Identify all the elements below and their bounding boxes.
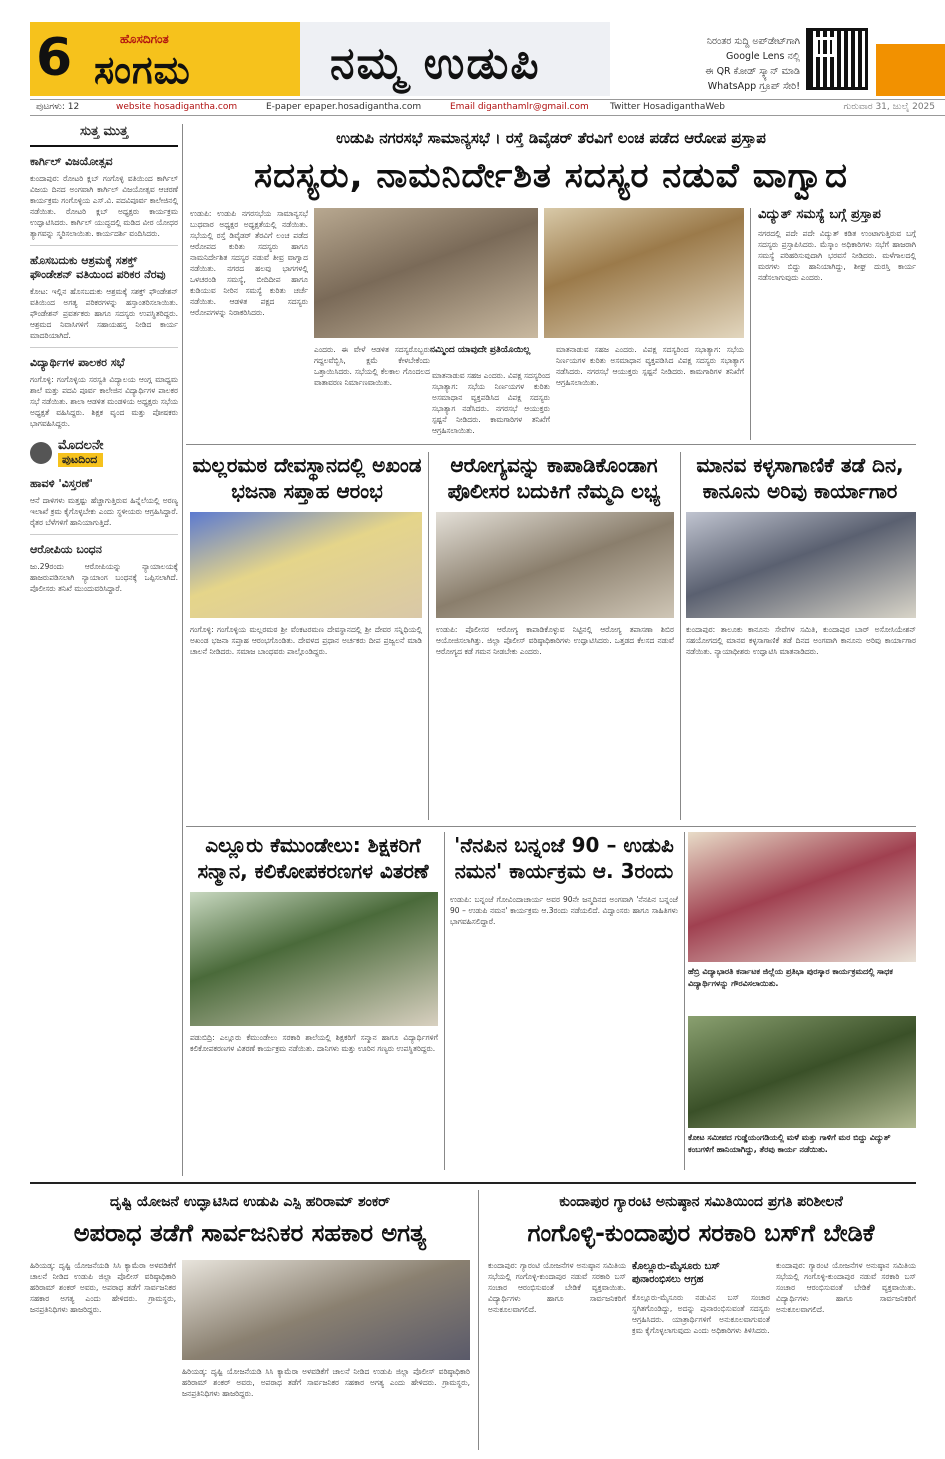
temple-story-body: ಗಂಗೊಳ್ಳಿ: ಗಂಗೊಳ್ಳಿಯ ಮಲ್ಲರಮಠ ಶ್ರೀ ವೆಂಕಟರಮಣ ದೇವಸ್ಥಾನದಲ್ಲಿ ಶ್ರೀ ದೇವರ ಸನ್ನಿಧಿಯಲ್ಲಿ ಅಖಂಡ ಭಜನಾ ಸಪ್ತಾಹ ಆರಂಭಗೊಂಡಿತು. ದೇವಳದ ಪ್ರಧಾನ ಅರ್ಚಕರು ದೀಪ ಪ್ರಜ್ವಲನೆ ಮಾಡಿ ಚಾಲನೆ ನೀಡಿದರು. ಸಮಾಜ ಬಾಂಧವರು ಪಾಲ್ಗೊಂಡಿದ್ದರು.: [190, 625, 422, 656]
pen-icon: [30, 442, 52, 464]
temple-bhajan-photo: [190, 512, 422, 618]
sidebar-item-body: ಜು.29ರಂದು ಆರೋಪಿಯನ್ನು ನ್ಯಾಯಾಲಯಕ್ಕೆ ಹಾಜರುಪಡಿಸಲಾಗಿ ನ್ಯಾಯಾಂಗ ಬಂಧನಕ್ಕೆ ಒಪ್ಪಿಸಲಾಗಿದೆ. ಪೊಲೀಸರು ತನಿಖೆ ಮುಂದುವರಿಸಿದ್ದಾರೆ.: [30, 562, 178, 593]
side-story-title: ವಿದ್ಯುತ್ ಸಮಸ್ಯೆ ಬಗ್ಗೆ ಪ್ರಸ್ತಾಪ: [758, 207, 881, 222]
award-ceremony-photo: [688, 832, 916, 962]
column-rule: [750, 208, 751, 440]
top-story-headline: ಸದಸ್ಯರು, ನಾಮನಿರ್ದೇಶಿತ ಸದಸ್ಯರ ನಡುವೆ ವಾಗ್ವಾದ: [254, 156, 848, 196]
council-members-photo: [544, 208, 744, 338]
column-rule: [680, 452, 681, 820]
sidebar-header: ಸುತ್ತ ಮುತ್ತ: [30, 124, 178, 147]
page-count: ಪುಟಗಳು: 12: [36, 102, 80, 112]
promo-line: ನಿರಂತರ ಸುದ್ದಿ ಅಪ್‌ಡೇಟ್‌ಗಾಗಿ: [706, 36, 800, 47]
temple-story-headline: ಮಲ್ಲರಮಠ ದೇವಸ್ಥಾನದಲ್ಲಿ ಅಖಂಡ ಭಜನಾ ಸಪ್ತಾಹ ಆರಂಭ: [192, 453, 422, 503]
section-name: ಸಂಗಮ: [94, 48, 191, 92]
divider: [30, 347, 178, 348]
section-rule: [186, 826, 916, 827]
top-story-column: ಮಾತನಾಡುವ ಸಹಜ ಎಂದರು. ವಿಪಕ್ಷ ಸದಸ್ಯರಿಂದ ಸಭಾತ್ಯಾಗ: ಸಭೆಯ ನಿರ್ಣಯಗಳ ಕುರಿತು ಅಸಮಾಧಾನ ವ್ಯಕ್ತಪಡಿಸಿದ ವಿಪಕ್ಷ ಸದಸ್ಯರು ಸಭಾತ್ಯಾಗ ನಡೆಸಿದರು. ನಗರಸಭೆ ಆಯುಕ್ತರು ಸ್ಪಷ್ಟನೆ ನೀಡಿದರು. ಕಾಮಗಾರಿಗಳ ತನಿಖೆಗೆ ಆಗ್ರಹಿಸಲಾಯಿತು.: [556, 345, 744, 387]
promo-line: Google Lens ನಲ್ಲಿ: [726, 51, 800, 62]
section-rule: [30, 1182, 916, 1184]
ellur-story-headline: ಎಲ್ಲೂರು ಕೆಮುಂಡೇಲು: ಶಿಕ್ಷಕರಿಗೆ ಸನ್ಮಾನ, ಕಲಿಕೋಪಕರಣಗಳ ವಿತರಣೆ: [197, 833, 429, 883]
award-photo-caption: ಹೆಬ್ರಿ ವಿದ್ಯಾಭಾರತಿ ಕರ್ನಾಟಕ ಜಿಲ್ಲೆಯ ಪ್ರತಿಭಾ ಪುರಸ್ಕಾರ ಕಾರ್ಯಕ್ರಮದಲ್ಲಿ ಸಾಧಕ ವಿದ್ಯಾರ್ಥಿಗಳನ್ನು ಗೌರವಿಸಲಾಯಿತು.: [688, 967, 893, 988]
sidebar-item-body: ಕೋಟ: ಇಲ್ಲಿನ ಹೊಸಬದುಕು ಆಶ್ರಮಕ್ಕೆ ಸಶಕ್ತ್ ಫೌಂಡೇಶನ್ ವತಿಯಿಂದ ಅಗತ್ಯ ಪರಿಕರಗಳನ್ನು ಹಸ್ತಾಂತರಿಸಲಾಯಿತು. ಫೌಂಡೇಶನ್ ಪ್ರವರ್ತಕರು ಹಾಗೂ ಸದಸ್ಯರು ಉಪಸ್ಥಿತರಿದ್ದರು. ಆಶ್ರಮದ ನಿವಾಸಿಗಳಿಗೆ ಸಹಾಯಹಸ್ತ ನೀಡಿದ ಕಾರ್ಯ ಮಾದರಿಯಾಗಿದೆ.: [30, 287, 178, 340]
sp-story-body: ಹಿರಿಯಡ್ಕ: ದೃಷ್ಟಿ ಯೋಜನೆಯಡಿ ಸಿಸಿ ಕ್ಯಾಮೆರಾ ಅಳವಡಿಕೆಗೆ ಚಾಲನೆ ನೀಡಿದ ಉಡುಪಿ ಜಿಲ್ಲಾ ಪೊಲೀಸ್ ವರಿಷ್ಠಾಧಿಕಾರಿ ಹರಿರಾಮ್ ಶಂಕರ್ ಅವರು, ಅಪರಾಧ ತಡೆಗೆ ಸಾರ್ವಜನಿಕರ ಸಹಕಾರ ಅಗತ್ಯ ಎಂದು ಹೇಳಿದರು. ಗ್ರಾಮಸ್ಥರು, ಜನಪ್ರತಿನಿಧಿಗಳು ಹಾಜರಿದ್ದರು.: [30, 1261, 176, 1314]
info-bar: [30, 99, 945, 116]
page-title: ನಮ್ಮ ಉಡುಪಿ: [330, 38, 541, 89]
masthead: [0, 0, 945, 104]
law-story-headline: ಮಾನವ ಕಳ್ಳಸಾಗಾಣಿಕೆ ತಡೆ ದಿನ, ಕಾನೂನು ಅರಿವು ಕಾರ್ಯಾಗಾರ: [696, 453, 904, 503]
continued-from-front-badge: [30, 439, 178, 467]
law-story-body: ಕುಂದಾಪುರ: ತಾಲೂಕು ಕಾನೂನು ಸೇವೆಗಳ ಸಮಿತಿ, ಕುಂದಾಪುರ ಬಾರ್ ಅಸೋಸಿಯೇಶನ್ ಸಹಯೋಗದಲ್ಲಿ ಮಾನವ ಕಳ್ಳಸಾಗಾಣಿಕೆ ತಡೆ ದಿನದ ಅಂಗವಾಗಿ ಕಾನೂನು ಅರಿವು ಕಾರ್ಯಾಗಾರ ನಡೆಯಿತು. ನ್ಯಾಯಾಧೀಶರು ಉದ್ಘಾಟಿಸಿ ಮಾತನಾಡಿದರು.: [686, 625, 916, 656]
police-health-camp-photo: [436, 512, 674, 618]
police-story-body: ಉಡುಪಿ: ಪೊಲೀಸರ ಆರೋಗ್ಯ ಕಾಪಾಡಿಕೊಳ್ಳುವ ನಿಟ್ಟಿನಲ್ಲಿ ಆರೋಗ್ಯ ತಪಾಸಣಾ ಶಿಬಿರ ಆಯೋಜಿಸಲಾಗಿತ್ತು. ಜಿಲ್ಲಾ ಪೊಲೀಸ್ ವರಿಷ್ಠಾಧಿಕಾರಿಗಳು ಉದ್ಘಾಟಿಸಿದರು. ಒತ್ತಡದ ಕೆಲಸದ ನಡುವೆ ಆರೋಗ್ಯದ ಕಡೆ ಗಮನ ನೀಡಬೇಕು ಎಂದರು.: [436, 625, 674, 656]
fallen-tree-caption: ಕೋಟ ಸಮೀಪದ ಗುಡ್ಡೆಯಂಗಡಿಯಲ್ಲಿ ಮಳೆ ಮತ್ತು ಗಾಳಿಗೆ ಮರ ಬಿದ್ದು ವಿದ್ಯುತ್ ಕಂಬಗಳಿಗೆ ಹಾನಿಯಾಗಿದ್ದು, ತೆರವು ಕಾರ್ಯ ನಡೆಯಿತು.: [688, 1133, 891, 1154]
bannanje-story-headline: 'ನೆನಪಿನ ಬನ್ನಂಜೆ 90 – ಉಡುಪಿ ನಮನ' ಕಾರ್ಯಕ್ರಮ ಆ. 3ರಂದು: [454, 833, 674, 883]
sp-story-headline: ಅಪರಾಧ ತಡೆಗೆ ಸಾರ್ವಜನಿಕರ ಸಹಕಾರ ಅಗತ್ಯ: [73, 1219, 427, 1247]
police-story-headline: ಆರೋಗ್ಯವನ್ನು ಕಾಪಾಡಿಕೊಂಡಾಗ ಪೊಲೀಸರ ಬದುಕಿಗೆ ನೆಮ್ಮದಿ ಲಭ್ಯ: [447, 453, 661, 503]
top-story-column: ಎಂದರು. ಈ ವೇಳೆ ಆಡಳಿತ ಸದಸ್ಯರೊಬ್ಬರು ಗದ್ದಲವೆಬ್ಬಿಸಿ, ಕ್ಷಮೆ ಕೇಳಬೇಕೆಂದು ಒತ್ತಾಯಿಸಿದರು. ಸಭೆಯಲ್ಲಿ ಕೆಲಕಾಲ ಗೊಂದಲದ ವಾತಾವರಣ ನಿರ್ಮಾಣವಾಯಿತು.: [314, 345, 430, 387]
top-story-column: ಮಾತನಾಡುವ ಸಹಜ ಎಂದರು. ವಿಪಕ್ಷ ಸದಸ್ಯರಿಂದ ಸಭಾತ್ಯಾಗ: ಸಭೆಯ ನಿರ್ಣಯಗಳ ಕುರಿತು ಅಸಮಾಧಾನ ವ್ಯಕ್ತಪಡಿಸಿದ ವಿಪಕ್ಷ ಸದಸ್ಯರು ಸಭಾತ್ಯಾಗ ನಡೆಸಿದರು. ನಗರಸಭೆ ಆಯುಕ್ತರು ಸ್ಪಷ್ಟನೆ ನೀಡಿದರು. ಕಾಮಗಾರಿಗಳ ತನಿಖೆಗೆ ಆಗ್ರಹಿಸಲಾಯಿತು.: [432, 371, 550, 435]
epaper-link[interactable]: E-paper epaper.hosadigantha.com: [266, 102, 422, 112]
bus-story-body: ಕುಂದಾಪುರ: ಗ್ಯಾರಂಟಿ ಯೋಜನೆಗಳ ಅನುಷ್ಠಾನ ಸಮಿತಿಯ ಸಭೆಯಲ್ಲಿ ಗಂಗೊಳ್ಳಿ-ಕುಂದಾಪುರ ನಡುವೆ ಸರಕಾರಿ ಬಸ್ ಸಂಚಾರ ಆರಂಭಿಸುವಂತೆ ಬೇಡಿಕೆ ವ್ಯಕ್ತವಾಯಿತು. ವಿದ್ಯಾರ್ಥಿಗಳು ಹಾಗೂ ಸಾರ್ವಜನಿಕರಿಗೆ ಅನುಕೂಲವಾಗಲಿದೆ.: [488, 1261, 626, 1314]
decorative-orange-block: [876, 44, 945, 96]
section-rule: [186, 444, 916, 445]
twitter-link[interactable]: Twitter HosadiganthaWeb: [610, 102, 726, 112]
ellur-school-photo: [190, 892, 438, 1026]
column-rule: [428, 452, 429, 820]
sp-inauguration-photo: [182, 1260, 470, 1360]
sidebar-item-title: ಕಾರ್ಗಿಲ್ ವಿಜಯೋತ್ಸವ: [30, 155, 113, 168]
promo-line: WhatsApp ಗ್ರೂಪ್ ಸೇರಿ!: [707, 81, 800, 92]
sidebar-item-body: ಗಂಗೊಳ್ಳಿ: ಗಂಗೊಳ್ಳಿಯ ಸರಸ್ವತಿ ವಿದ್ಯಾಲಯ ಆಂಗ್ಲ ಮಾಧ್ಯಮ ಶಾಲೆ ಮತ್ತು ಪದವಿ ಪೂರ್ವ ಕಾಲೇಜಿನ ವಿದ್ಯಾರ್ಥಿಗಳ ಪಾಲಕರ ಸಭೆ ನಡೆಯಿತು. ಶಾಲಾ ಆಡಳಿತ ಮಂಡಳಿಯ ಅಧ್ಯಕ್ಷರು ಸಭೆಯ ಅಧ್ಯಕ್ಷತೆ ವಹಿಸಿದ್ದರು. ಶಿಕ್ಷಕ ವೃಂದ ಮತ್ತು ಪೋಷಕರು ಭಾಗವಹಿಸಿದ್ದರು.: [30, 375, 178, 428]
column-rule: [684, 832, 685, 1170]
column-rule: [182, 124, 183, 1176]
council-meeting-photo: [314, 208, 538, 338]
sidebar-item-title: ಆರೋಪಿಯ ಬಂಧನ: [30, 543, 102, 556]
top-story-kicker: ಉಡುಪಿ ನಗರಸಭೆ ಸಾಮಾನ್ಯಸಭೆ । ರಸ್ತೆ ಡಿವೈಡರ್ ತೆರವಿಗೆ ಲಂಚ ಪಡೆದ ಆರೋಪ ಪ್ರಸ್ತಾಪ: [336, 129, 766, 147]
ellur-story-body: ಪಡುಬಿದ್ರಿ: ಎಲ್ಲೂರು ಕೆಮುಂಡೇಲು ಸರಕಾರಿ ಶಾಲೆಯಲ್ಲಿ ಶಿಕ್ಷಕರಿಗೆ ಸನ್ಮಾನ ಹಾಗೂ ವಿದ್ಯಾರ್ಥಿಗಳಿಗೆ ಕಲಿಕೋಪಕರಣಗಳ ವಿತರಣೆ ಕಾರ್ಯಕ್ರಮ ನಡೆಯಿತು. ದಾನಿಗಳು ಮತ್ತು ಊರಿನ ಗಣ್ಯರು ಉಪಸ್ಥಿತರಿದ್ದರು.: [190, 1033, 438, 1053]
law-workshop-photo: [686, 512, 916, 618]
email-link[interactable]: Email diganthamlr@gmail.com: [450, 102, 589, 112]
page-number: 6: [36, 28, 73, 88]
bus-story-body: ಕುಂದಾಪುರ: ಗ್ಯಾರಂಟಿ ಯೋಜನೆಗಳ ಅನುಷ್ಠಾನ ಸಮಿತಿಯ ಸಭೆಯಲ್ಲಿ ಗಂಗೊಳ್ಳಿ-ಕುಂದಾಪುರ ನಡುವೆ ಸರಕಾರಿ ಬಸ್ ಸಂಚಾರ ಆರಂಭಿಸುವಂತೆ ಬೇಡಿಕೆ ವ್ಯಕ್ತವಾಯಿತು. ವಿದ್ಯಾರ್ಥಿಗಳು ಹಾಗೂ ಸಾರ್ವಜನಿಕರಿಗೆ ಅನುಕೂಲವಾಗಲಿದೆ.: [776, 1261, 916, 1314]
badge-line: ಪುಟದಿಂದ: [58, 453, 103, 467]
fallen-tree-photo: [688, 1016, 916, 1128]
bannanje-story-body: ಉಡುಪಿ: ಬನ್ನಂಜೆ ಗೋವಿಂದಾಚಾರ್ಯ ಅವರ 90ನೇ ಜನ್ಮದಿನದ ಅಂಗವಾಗಿ 'ನೆನಪಿನ ಬನ್ನಂಜೆ 90 – ಉಡುಪಿ ನಮನ' ಕಾರ್ಯಕ್ರಮ ಆ.3ರಂದು ನಡೆಯಲಿದೆ. ವಿದ್ವಾಂಸರು ಹಾಗೂ ಸಾಹಿತಿಗಳು ಭಾಗವಹಿಸಲಿದ್ದಾರೆ.: [450, 895, 678, 926]
promo-line: ಈ QR ಕೋಡ್ ಸ್ಕ್ಯಾನ್ ಮಾಡಿ: [705, 66, 800, 77]
sidebar-item-title: ಹೊಸಬದುಕು ಆಶ್ರಮಕ್ಕೆ ಸಶಕ್ತ್ ಫೌಂಡೇಶನ್ ವತಿಯಿಂದ ಪರಿಕರ ನೆರವು: [30, 254, 166, 281]
website-link[interactable]: website hosadigantha.com: [116, 102, 238, 112]
sidebar-item-title: ವಿದ್ಯಾರ್ಥಿಗಳ ಪಾಲಕರ ಸಭೆ: [30, 356, 125, 369]
qr-promo-text: [620, 34, 800, 94]
bus-story-kicker: ಕುಂದಾಪುರ ಗ್ಯಾರಂಟಿ ಅನುಷ್ಠಾನ ಸಮಿತಿಯಿಂದ ಪ್ರಗತಿ ಪರಿಶೀಲನೆ: [559, 1194, 843, 1210]
qr-code-icon[interactable]: [806, 28, 868, 90]
sidebar-item-body: ಆನೆ ದಾಳಿಗಳು ಮತ್ತಷ್ಟು ಹೆಚ್ಚಾಗುತ್ತಿರುವ ಹಿನ್ನೆಲೆಯಲ್ಲಿ ಅರಣ್ಯ ಇಲಾಖೆ ಕ್ರಮ ಕೈಗೊಳ್ಳಬೇಕು ಎಂದು ಸ್ಥಳೀಯರು ಆಗ್ರಹಿಸಿದ್ದಾರೆ. ರೈತರ ಬೆಳೆಗಳಿಗೆ ಹಾನಿಯಾಗುತ್ತಿದೆ.: [30, 496, 178, 527]
bus-sub-title: ಕೊಲ್ಲೂರು-ಮೈಸೂರು ಬಸ್ ಪುನಾರಂಭಿಸಲು ಆಗ್ರಹ: [632, 1261, 720, 1285]
top-story-column: ಉಡುಪಿ: ಉಡುಪಿ ನಗರಸಭೆಯ ಸಾಮಾನ್ಯಸಭೆ ಬುಧವಾರ ಅಧ್ಯಕ್ಷರ ಅಧ್ಯಕ್ಷತೆಯಲ್ಲಿ ನಡೆಯಿತು. ಸಭೆಯಲ್ಲಿ ರಸ್ತೆ ಡಿವೈಡರ್ ತೆರವಿಗೆ ಲಂಚ ಪಡೆದ ಆರೋಪದ ಕುರಿತು ಸದಸ್ಯರು ಹಾಗೂ ನಾಮನಿರ್ದೇಶಿತ ಸದಸ್ಯರ ನಡುವೆ ತೀವ್ರ ವಾಗ್ವಾದ ನಡೆಯಿತು. ನಗರದ ಹಲವು ಭಾಗಗಳಲ್ಲಿ ಒಳಚರಂಡಿ ಸಮಸ್ಯೆ, ಬೀದಿದೀಪ ಹಾಗೂ ಕುಡಿಯುವ ನೀರಿನ ಸಮಸ್ಯೆ ಕುರಿತು ಚರ್ಚೆ ನಡೆಯಿತು. ಆಡಳಿತ ಪಕ್ಷದ ಸದಸ್ಯರು ಆರೋಪಗಳನ್ನು ನಿರಾಕರಿಸಿದರು.: [190, 209, 308, 317]
brand-logo: ಹೊಸದಿಗಂತ: [120, 32, 169, 46]
side-story-body: ನಗರದಲ್ಲಿ ಪದೇ ಪದೇ ವಿದ್ಯುತ್ ಕಡಿತ ಉಂಟಾಗುತ್ತಿರುವ ಬಗ್ಗೆ ಸದಸ್ಯರು ಪ್ರಸ್ತಾಪಿಸಿದರು. ಮೆಸ್ಕಾಂ ಅಧಿಕಾರಿಗಳು ಸಭೆಗೆ ಹಾಜರಾಗಿ ಸಮಸ್ಯೆ ಪರಿಹರಿಸುವುದಾಗಿ ಭರವಸೆ ನೀಡಿದರು. ಮಳೆಗಾಲದಲ್ಲಿ ಮರಗಳು ಬಿದ್ದು ಹಾನಿಯಾಗಿದ್ದು, ಶೀಘ್ರ ದುರಸ್ತಿ ಕಾರ್ಯ ನಡೆಸಲಾಗುವುದು ಎಂದರು.: [758, 229, 916, 282]
issue-date: ಗುರುವಾರ 31, ಜುಲೈ 2025: [843, 102, 935, 112]
badge-line: ಮೊದಲನೇ: [58, 438, 104, 453]
column-rule: [444, 832, 445, 1170]
divider: [30, 534, 178, 535]
top-story-subheading: ನಮ್ಮಿಂದ ಯಾವುದೇ ಪ್ರತಿಯೊಯಿಲ್ಲ: [430, 345, 531, 355]
sp-story-body: ಹಿರಿಯಡ್ಕ: ದೃಷ್ಟಿ ಯೋಜನೆಯಡಿ ಸಿಸಿ ಕ್ಯಾಮೆರಾ ಅಳವಡಿಕೆಗೆ ಚಾಲನೆ ನೀಡಿದ ಉಡುಪಿ ಜಿಲ್ಲಾ ಪೊಲೀಸ್ ವರಿಷ್ಠಾಧಿಕಾರಿ ಹರಿರಾಮ್ ಶಂಕರ್ ಅವರು, ಅಪರಾಧ ತಡೆಗೆ ಸಾರ್ವಜನಿಕರ ಸಹಕಾರ ಅಗತ್ಯ ಎಂದು ಹೇಳಿದರು. ಗ್ರಾಮಸ್ಥರು, ಜನಪ್ರತಿನಿಧಿಗಳು ಹಾಜರಿದ್ದರು.: [182, 1367, 470, 1398]
divider: [30, 245, 178, 246]
bus-sub-body: ಕೊಲ್ಲೂರು-ಮೈಸೂರು ನಡುವಿನ ಬಸ್ ಸಂಚಾರ ಸ್ಥಗಿತಗೊಂಡಿದ್ದು, ಅದನ್ನು ಪುನಾರಂಭಿಸುವಂತೆ ಸದಸ್ಯರು ಆಗ್ರಹಿಸಿದರು. ಯಾತ್ರಾರ್ಥಿಗಳಿಗೆ ಅನುಕೂಲವಾಗುವಂತೆ ಕ್ರಮ ಕೈಗೊಳ್ಳಲಾಗುವುದು ಎಂದು ಅಧಿಕಾರಿಗಳು ತಿಳಿಸಿದರು.: [632, 1293, 770, 1335]
sidebar-column: [30, 124, 178, 1174]
sp-story-kicker: ದೃಷ್ಟಿ ಯೋಜನೆ ಉದ್ಘಾಟಿಸಿದ ಉಡುಪಿ ಎಸ್ಪಿ ಹರಿರಾಮ್ ಶಂಕರ್: [109, 1194, 391, 1210]
sidebar-item-body: ಕುಂದಾಪುರ: ರೋಟರಿ ಕ್ಲಬ್ ಗಂಗೊಳ್ಳಿ ವತಿಯಿಂದ ಕಾರ್ಗಿಲ್ ವಿಜಯ ದಿನದ ಅಂಗವಾಗಿ ಕಾರ್ಗಿಲ್ ವಿಜಯೋತ್ಸವ ಆಚರಣೆ ಕಾರ್ಯಕ್ರಮ ಗಂಗೊಳ್ಳಿಯ ಎಸ್.ವಿ. ಪದವಿಪೂರ್ವ ಕಾಲೇಜಿನಲ್ಲಿ ನಡೆಯಿತು. ರೋಟರಿ ಕ್ಲಬ್ ಅಧ್ಯಕ್ಷರು ಕಾರ್ಯಕ್ರಮ ಉದ್ಘಾಟಿಸಿದರು. ಕಾರ್ಗಿಲ್ ಯುದ್ಧದಲ್ಲಿ ಮಡಿದ ವೀರ ಯೋಧರ ತ್ಯಾಗವನ್ನು ಸ್ಮರಿಸಲಾಯಿತು. ಕಾರ್ಯದರ್ಶಿ ವಂದಿಸಿದರು.: [30, 174, 178, 238]
bus-story-headline: ಗಂಗೊಳ್ಳಿ-ಕುಂದಾಪುರ ಸರಕಾರಿ ಬಸ್‌ಗೆ ಬೇಡಿಕೆ: [527, 1219, 875, 1247]
sidebar-item-title: ಹಾವಳಿ 'ವಿಸ್ತರಣೆ': [30, 477, 93, 490]
column-rule: [478, 1190, 479, 1450]
